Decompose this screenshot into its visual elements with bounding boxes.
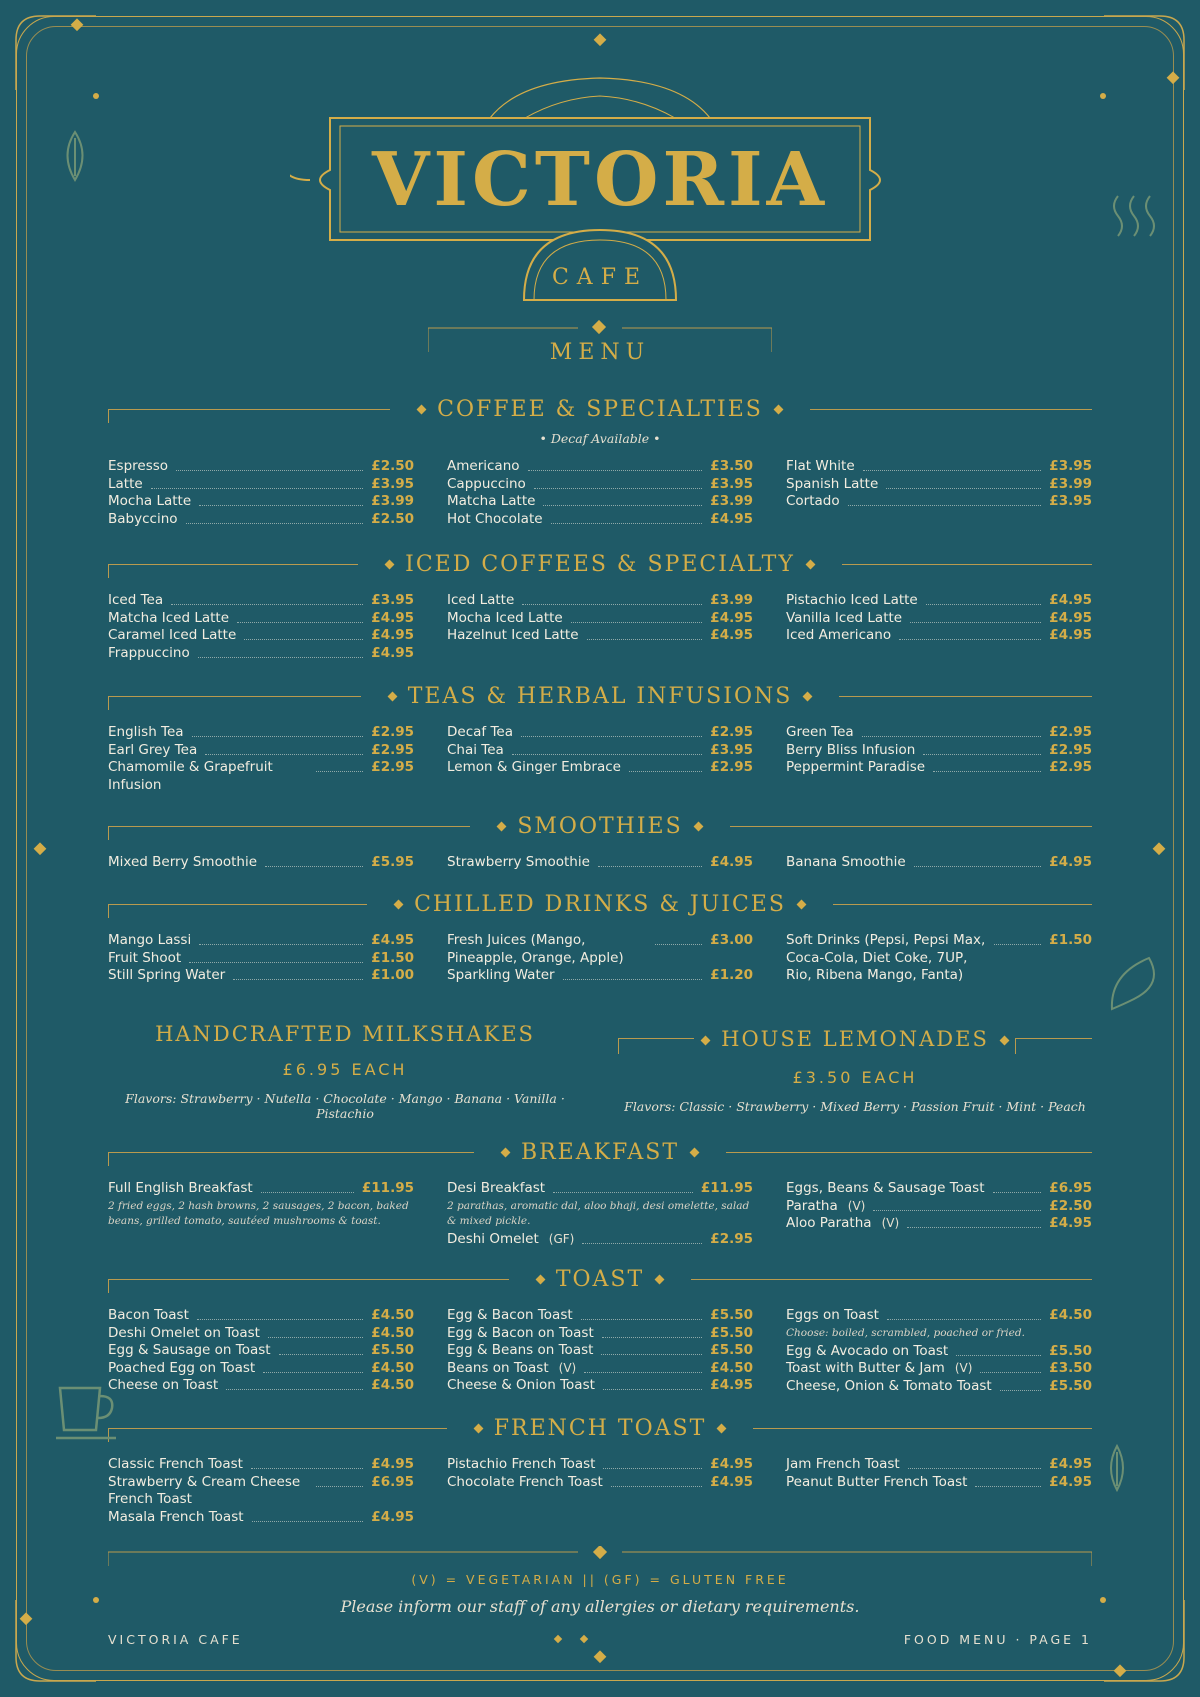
item-price: £3.99 (710, 592, 753, 608)
item-price: £4.95 (1049, 854, 1092, 870)
item-price: £11.95 (361, 1180, 414, 1196)
item-price: £5.50 (710, 1307, 753, 1323)
item-name: Sparkling Water (447, 967, 555, 983)
item-price: £2.95 (1049, 741, 1092, 758)
item-price: £5.50 (1049, 1342, 1092, 1359)
item-name: Iced Tea (108, 592, 164, 608)
item-price: £4.95 (710, 627, 753, 643)
item-price: £2.95 (710, 724, 753, 740)
item-price: £3.95 (710, 475, 753, 492)
section-title: SMOOTHIES (517, 813, 683, 839)
item-price: £2.50 (371, 510, 414, 527)
item-name: Poached Egg on Toast (108, 1359, 256, 1376)
section-title: COFFEE & SPECIALTIES (437, 396, 763, 422)
item-name: Bacon Toast (108, 1307, 189, 1323)
item-name: Matcha Latte (447, 493, 536, 509)
item-price: £4.95 (371, 609, 414, 626)
item-price: £4.95 (1049, 1473, 1092, 1490)
item-name: Pistachio French Toast (447, 1456, 596, 1472)
item-price: £4.95 (710, 510, 753, 527)
item-name: Hazelnut Iced Latte (447, 627, 579, 643)
item-name: Mango Lassi (108, 932, 192, 948)
item-name: Jam French Toast (786, 1456, 900, 1472)
item-price: £1.50 (371, 949, 414, 966)
item-price: £5.50 (1049, 1377, 1092, 1394)
item-name: Frappuccino (108, 644, 190, 661)
item-name: Fresh Juices (Mango, Pineapple, Orange, Apple) (447, 932, 624, 966)
item-name: Toast with Butter & Jam (786, 1360, 945, 1376)
item-name: Paratha (786, 1197, 838, 1214)
item-tag: (V) (954, 1361, 973, 1375)
item-name: Cheese & Onion Toast (447, 1377, 595, 1393)
milkshakes-title: HANDCRAFTED MILKSHAKES (155, 1022, 535, 1046)
item-price: £2.95 (710, 759, 753, 775)
milkshakes-price: £6.95 EACH (282, 1060, 408, 1079)
item-name: Strawberry & Cream Cheese French Toast (108, 1473, 301, 1507)
item-price: £4.95 (371, 644, 414, 661)
dietary-legend: (V) = VEGETARIAN || (GF) = GLUTEN FREE (411, 1572, 789, 1587)
item-price: £4.50 (371, 1307, 414, 1323)
item-name: Mocha Latte (108, 493, 192, 509)
lemonades-flavors: Flavors: Classic · Strawberry · Mixed Berry · Passion Fruit · Mint · Peach (624, 1099, 1086, 1114)
item-name: Chamomile & Grapefruit Infusion (108, 759, 273, 793)
lemonades-price: £3.50 EACH (792, 1068, 918, 1087)
menu-title: MENU (549, 340, 651, 365)
section-title: FRENCH TOAST (493, 1415, 707, 1441)
item-price: £4.95 (371, 932, 414, 948)
item-name: Mixed Berry Smoothie (108, 854, 257, 870)
item-name: Espresso (108, 458, 169, 474)
item-price: £2.95 (1049, 724, 1092, 740)
item-name: Peanut Butter French Toast (786, 1473, 968, 1490)
item-name: Egg & Sausage on Toast (108, 1342, 271, 1358)
item-name: Mocha Iced Latte (447, 609, 563, 626)
item-name: Egg & Bacon Toast (447, 1307, 573, 1323)
item-price: £2.95 (1049, 759, 1092, 775)
item-name: Fruit Shoot (108, 949, 182, 966)
lemonades-title: HOUSE LEMONADES (721, 1027, 989, 1051)
item-price: £2.95 (371, 759, 414, 775)
item-price: £2.95 (371, 741, 414, 758)
item-price: £5.50 (710, 1324, 753, 1341)
item-name: Still Spring Water (108, 967, 226, 983)
item-price: £6.95 (1049, 1180, 1092, 1196)
item-name: Cheese, Onion & Tomato Toast (786, 1377, 992, 1394)
section-title: CHILLED DRINKS & JUICES (414, 891, 786, 917)
item-tag: (GF) (548, 1231, 575, 1246)
item-price: £5.50 (710, 1342, 753, 1358)
item-price: £3.95 (371, 475, 414, 492)
item-name: Aloo Paratha (786, 1215, 872, 1231)
item-price: £4.95 (710, 609, 753, 626)
item-price: £4.50 (371, 1359, 414, 1376)
item-price: £4.95 (710, 1456, 753, 1472)
item-price: £4.95 (710, 1377, 753, 1393)
section-title: TEAS & HERBAL INFUSIONS (407, 683, 793, 709)
item-name: Americano (447, 458, 520, 474)
item-name: Matcha Iced Latte (108, 609, 230, 626)
item-name: Flat White (786, 458, 855, 474)
section-note: • Decaf Available • (539, 431, 661, 446)
item-price: £3.99 (1049, 475, 1092, 492)
item-price: £4.95 (371, 627, 414, 643)
item-tag: (V) (881, 1216, 900, 1230)
allergy-note: Please inform our staff of any allergies or dietary requirements. (340, 1597, 860, 1616)
item-tag: (V) (847, 1198, 866, 1213)
section-title: ICED COFFEES & SPECIALTY (405, 551, 795, 577)
item-price: £3.95 (710, 741, 753, 758)
item-name: Latte (108, 475, 143, 492)
item-price: £3.95 (1049, 458, 1092, 474)
item-name: Deshi Omelet on Toast (108, 1324, 260, 1341)
item-price: £2.95 (371, 724, 414, 740)
item-name: Desi Breakfast (447, 1180, 546, 1196)
item-name: Classic French Toast (108, 1456, 243, 1472)
item-name: Berry Bliss Infusion (786, 741, 916, 758)
item-name: Hot Chocolate (447, 510, 543, 527)
item-price: £4.95 (1049, 627, 1092, 643)
item-name: Deshi Omelet (447, 1230, 539, 1247)
item-description: 2 parathas, aromatic dal, aloo bhaji, desi omelette, salad & mixed pickle. (447, 1199, 750, 1227)
footer-cafe-name: VICTORIA CAFE (108, 1632, 243, 1647)
item-price: £4.95 (710, 1473, 753, 1490)
item-price: £5.50 (371, 1342, 414, 1358)
item-name: Caramel Iced Latte (108, 627, 237, 643)
item-name: Babyccino (108, 510, 178, 527)
item-price: £1.50 (1049, 932, 1092, 948)
item-name: Chai Tea (447, 741, 504, 758)
item-price: £2.50 (1049, 1197, 1092, 1214)
item-name: Spanish Latte (786, 475, 879, 492)
item-description: Choose: boiled, scrambled, poached or fried. (786, 1326, 1025, 1339)
item-price: £3.99 (710, 493, 753, 509)
item-price: £4.50 (710, 1359, 753, 1376)
item-price: £6.95 (371, 1473, 414, 1490)
item-name: Iced Americano (786, 627, 892, 643)
item-price: £4.50 (371, 1324, 414, 1341)
item-name: Lemon & Ginger Embrace (447, 759, 621, 775)
item-name: Cheese on Toast (108, 1377, 219, 1393)
item-price: £3.00 (710, 932, 753, 948)
item-name: Strawberry Smoothie (447, 854, 590, 870)
section-title: BREAKFAST (520, 1139, 680, 1165)
item-name: Full English Breakfast (108, 1180, 253, 1196)
item-name: Earl Grey Tea (108, 741, 198, 758)
item-price: £3.50 (1049, 1360, 1092, 1376)
item-price: £3.99 (371, 493, 414, 509)
item-name: Chocolate French Toast (447, 1473, 603, 1490)
item-price: £4.95 (1049, 1215, 1092, 1231)
item-price: £3.50 (710, 458, 753, 474)
item-name: Beans on Toast (447, 1359, 549, 1376)
item-name: Pistachio Iced Latte (786, 592, 918, 608)
item-name: Banana Smoothie (786, 854, 906, 870)
footer-page-label: FOOD MENU · PAGE 1 (903, 1632, 1092, 1647)
item-price: £2.95 (710, 1230, 753, 1247)
item-name: Decaf Tea (447, 724, 513, 740)
logo-name: VICTORIA (372, 137, 828, 223)
item-name: Eggs on Toast (786, 1307, 879, 1323)
item-name: English Tea (108, 724, 184, 740)
item-price: £4.95 (371, 1508, 414, 1525)
item-price: £11.95 (700, 1180, 753, 1196)
logo-sub: CAFE (551, 265, 649, 290)
item-price: £5.95 (371, 854, 414, 870)
item-price: £4.95 (1049, 592, 1092, 608)
item-name: Green Tea (786, 724, 854, 740)
item-tag: (V) (558, 1360, 577, 1375)
item-price: £3.95 (1049, 493, 1092, 509)
item-price: £1.20 (710, 967, 753, 983)
item-price: £3.95 (371, 592, 414, 608)
item-price: £4.50 (371, 1377, 414, 1393)
item-price: £4.95 (1049, 609, 1092, 626)
item-price: £1.00 (371, 967, 414, 983)
milkshakes-flavors: Flavors: Strawberry · Nutella · Chocolate · Mango · Banana · Vanilla · Pistachio (125, 1091, 565, 1121)
item-name: Egg & Bacon on Toast (447, 1324, 594, 1341)
section-title: TOAST (555, 1266, 645, 1292)
item-name: Vanilla Iced Latte (786, 609, 903, 626)
item-description: 2 fried eggs, 2 hash browns, 2 sausages, 2 bacon, baked beans, grilled tomato, sautéed mushrooms & toast. (108, 1199, 409, 1227)
item-name: Iced Latte (447, 592, 515, 608)
item-name: Egg & Beans on Toast (447, 1342, 594, 1358)
item-price: £4.95 (710, 854, 753, 870)
item-name: Peppermint Paradise (786, 759, 926, 775)
item-price: £4.95 (1049, 1456, 1092, 1472)
item-name: Masala French Toast (108, 1508, 244, 1525)
item-name: Cortado (786, 493, 840, 509)
item-price: £4.50 (1049, 1307, 1092, 1323)
item-name: Cappuccino (447, 475, 526, 492)
item-price: £2.50 (371, 458, 414, 474)
item-name: Eggs, Beans & Sausage Toast (786, 1180, 985, 1196)
item-name: Egg & Avocado on Toast (786, 1342, 949, 1359)
item-price: £4.95 (371, 1456, 414, 1472)
item-name: Soft Drinks (Pepsi, Pepsi Max, Coca-Cola, Diet Coke, 7UP, Rio, Ribena Mango, Fanta) (786, 932, 986, 983)
